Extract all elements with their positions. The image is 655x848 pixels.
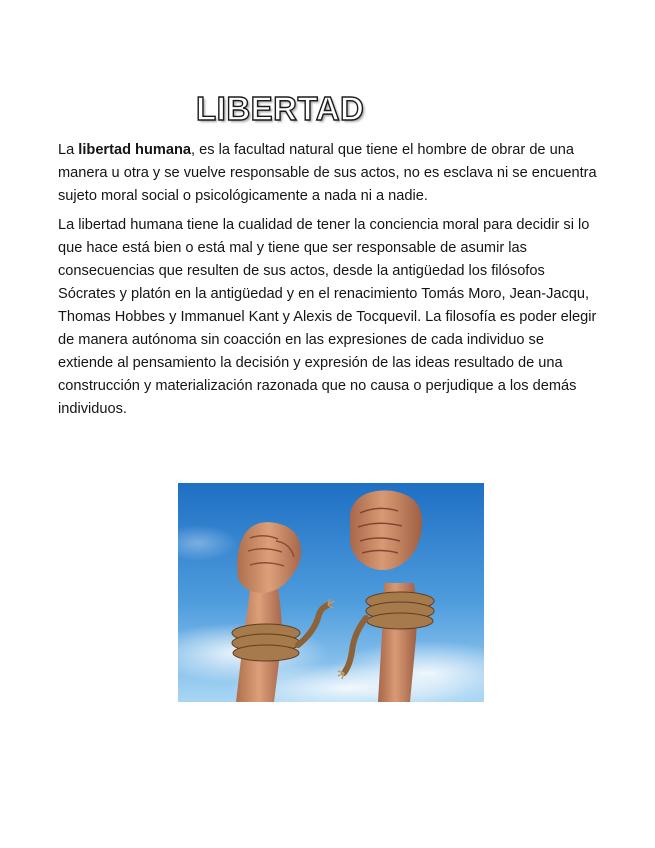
freedom-photo bbox=[178, 483, 484, 702]
paragraph-definition bbox=[58, 139, 603, 208]
page-title: LIBERTAD bbox=[196, 90, 365, 127]
paragraph-lead: La bbox=[58, 142, 79, 158]
paragraph-rest: , es la facultad natural que tiene el hombre de obrar de una manera u otra y se vuelve responsable de sus actos, no es esclava ni se encuentra sujeto moral social o psicológicamente a nada ni a nadie. bbox=[58, 142, 597, 204]
paragraph-body: La libertad humana tiene la cualidad de tener la conciencia moral para decidir si lo que hace está bien o está mal y tiene que ser responsable de asumir las consecuencias que resulten de sus actos, desde la antigüedad los filósofos Sócrates y platón en la antigüedad y en el renacimiento Tomás Moro, Jean-Jacqu, Thomas Hobbes y Immanuel Kant y Alexis de Tocquevil. La filosofía es poder elegir de manera autónoma sin coacción en las expresiones de cada individuo se extiende al pensamiento la decisión y expresión de las ideas resultado de una construcción y materialización razonada que no causa o perjudique a los demás individuos. bbox=[58, 217, 597, 417]
bold-term: libertad humana bbox=[78, 142, 192, 158]
